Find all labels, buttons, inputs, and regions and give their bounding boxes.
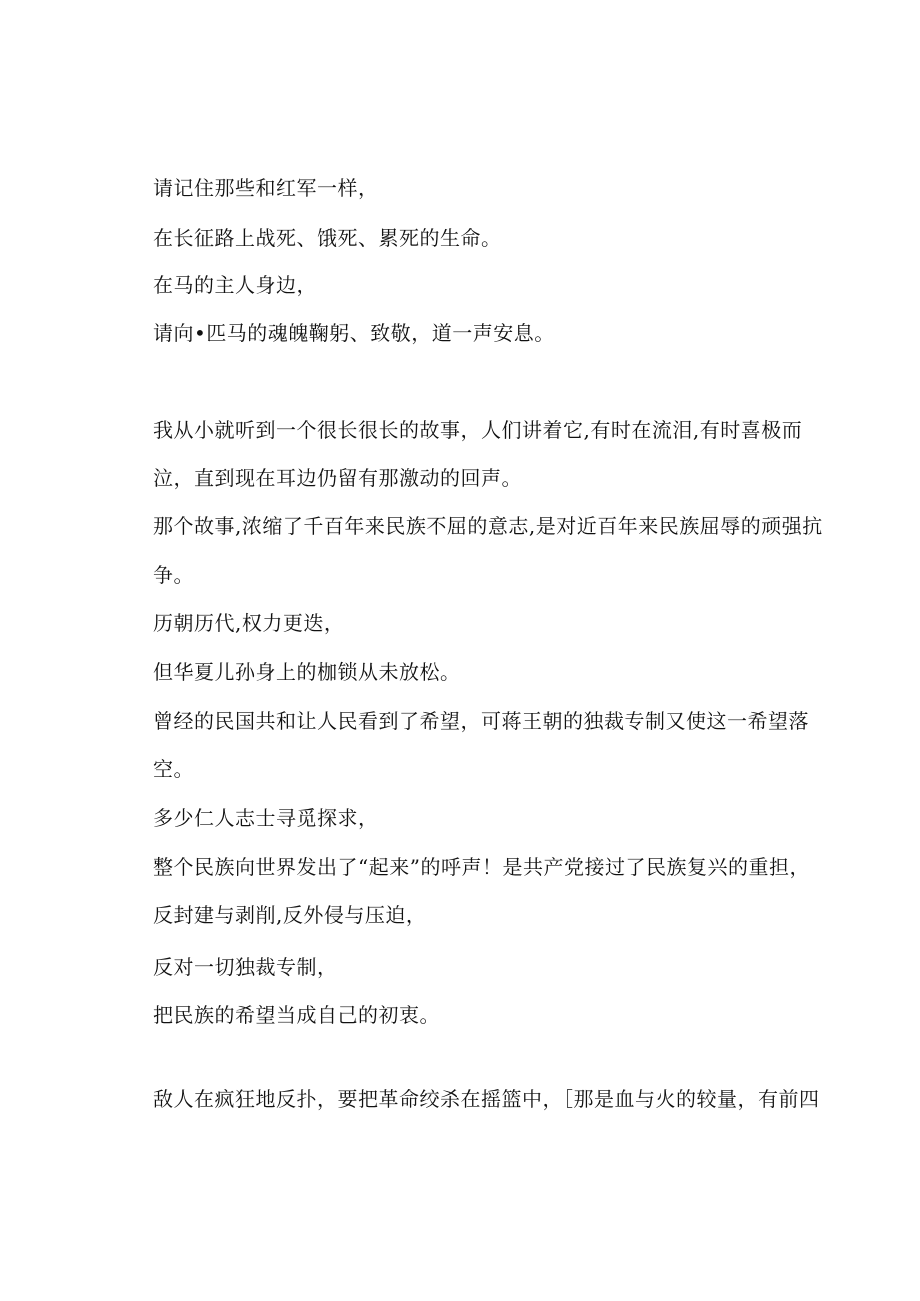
text-line: 把民族的希望当成自己的初衷。: [153, 1003, 440, 1027]
text-line: 那个故事,浓缩了千百年来民族不屈的意志,是对近百年来民族屈辱的顽强抗: [153, 514, 823, 538]
text-line: 但华夏儿孙身上的枷锁从未放松。: [153, 660, 461, 684]
text-line: 在马的主人身边，: [153, 273, 317, 297]
text-line: 争。: [153, 563, 194, 587]
text-line: 请向•匹马的魂魄鞠躬、致敬，道一声安息。: [153, 321, 555, 345]
text-line: 历朝历代,权力更迭，: [153, 611, 345, 635]
text-line: 我从小就听到一个很长很长的故事，人们讲着它,有时在流泪,有时喜极而: [153, 418, 803, 442]
text-line: 反封建与剥削,反外侵与压迫，: [153, 903, 427, 927]
text-line: 空。: [153, 757, 194, 781]
text-line: 曾经的民国共和让人民看到了希望，可蒋王朝的独裁专制又使这一希望落: [153, 709, 809, 733]
text-line: 多少仁人志士寻觅探求，: [153, 806, 379, 830]
text-line: 在长征路上战死、饿死、累死的生命。: [153, 226, 502, 250]
text-line: 请记住那些和红军一样，: [153, 176, 379, 200]
text-line: 整个民族向世界发出了“起来”的呼声！是共产党接过了民族复兴的重担，: [153, 855, 810, 879]
text-line: 反对一切独裁专制，: [153, 955, 338, 979]
text-line: 泣，直到现在耳边仍留有那激动的回声。: [153, 466, 522, 490]
text-line: 敌人在疯狂地反扑，要把革命绞杀在摇篮中，［那是血与火的较量，有前四: [153, 1087, 820, 1111]
